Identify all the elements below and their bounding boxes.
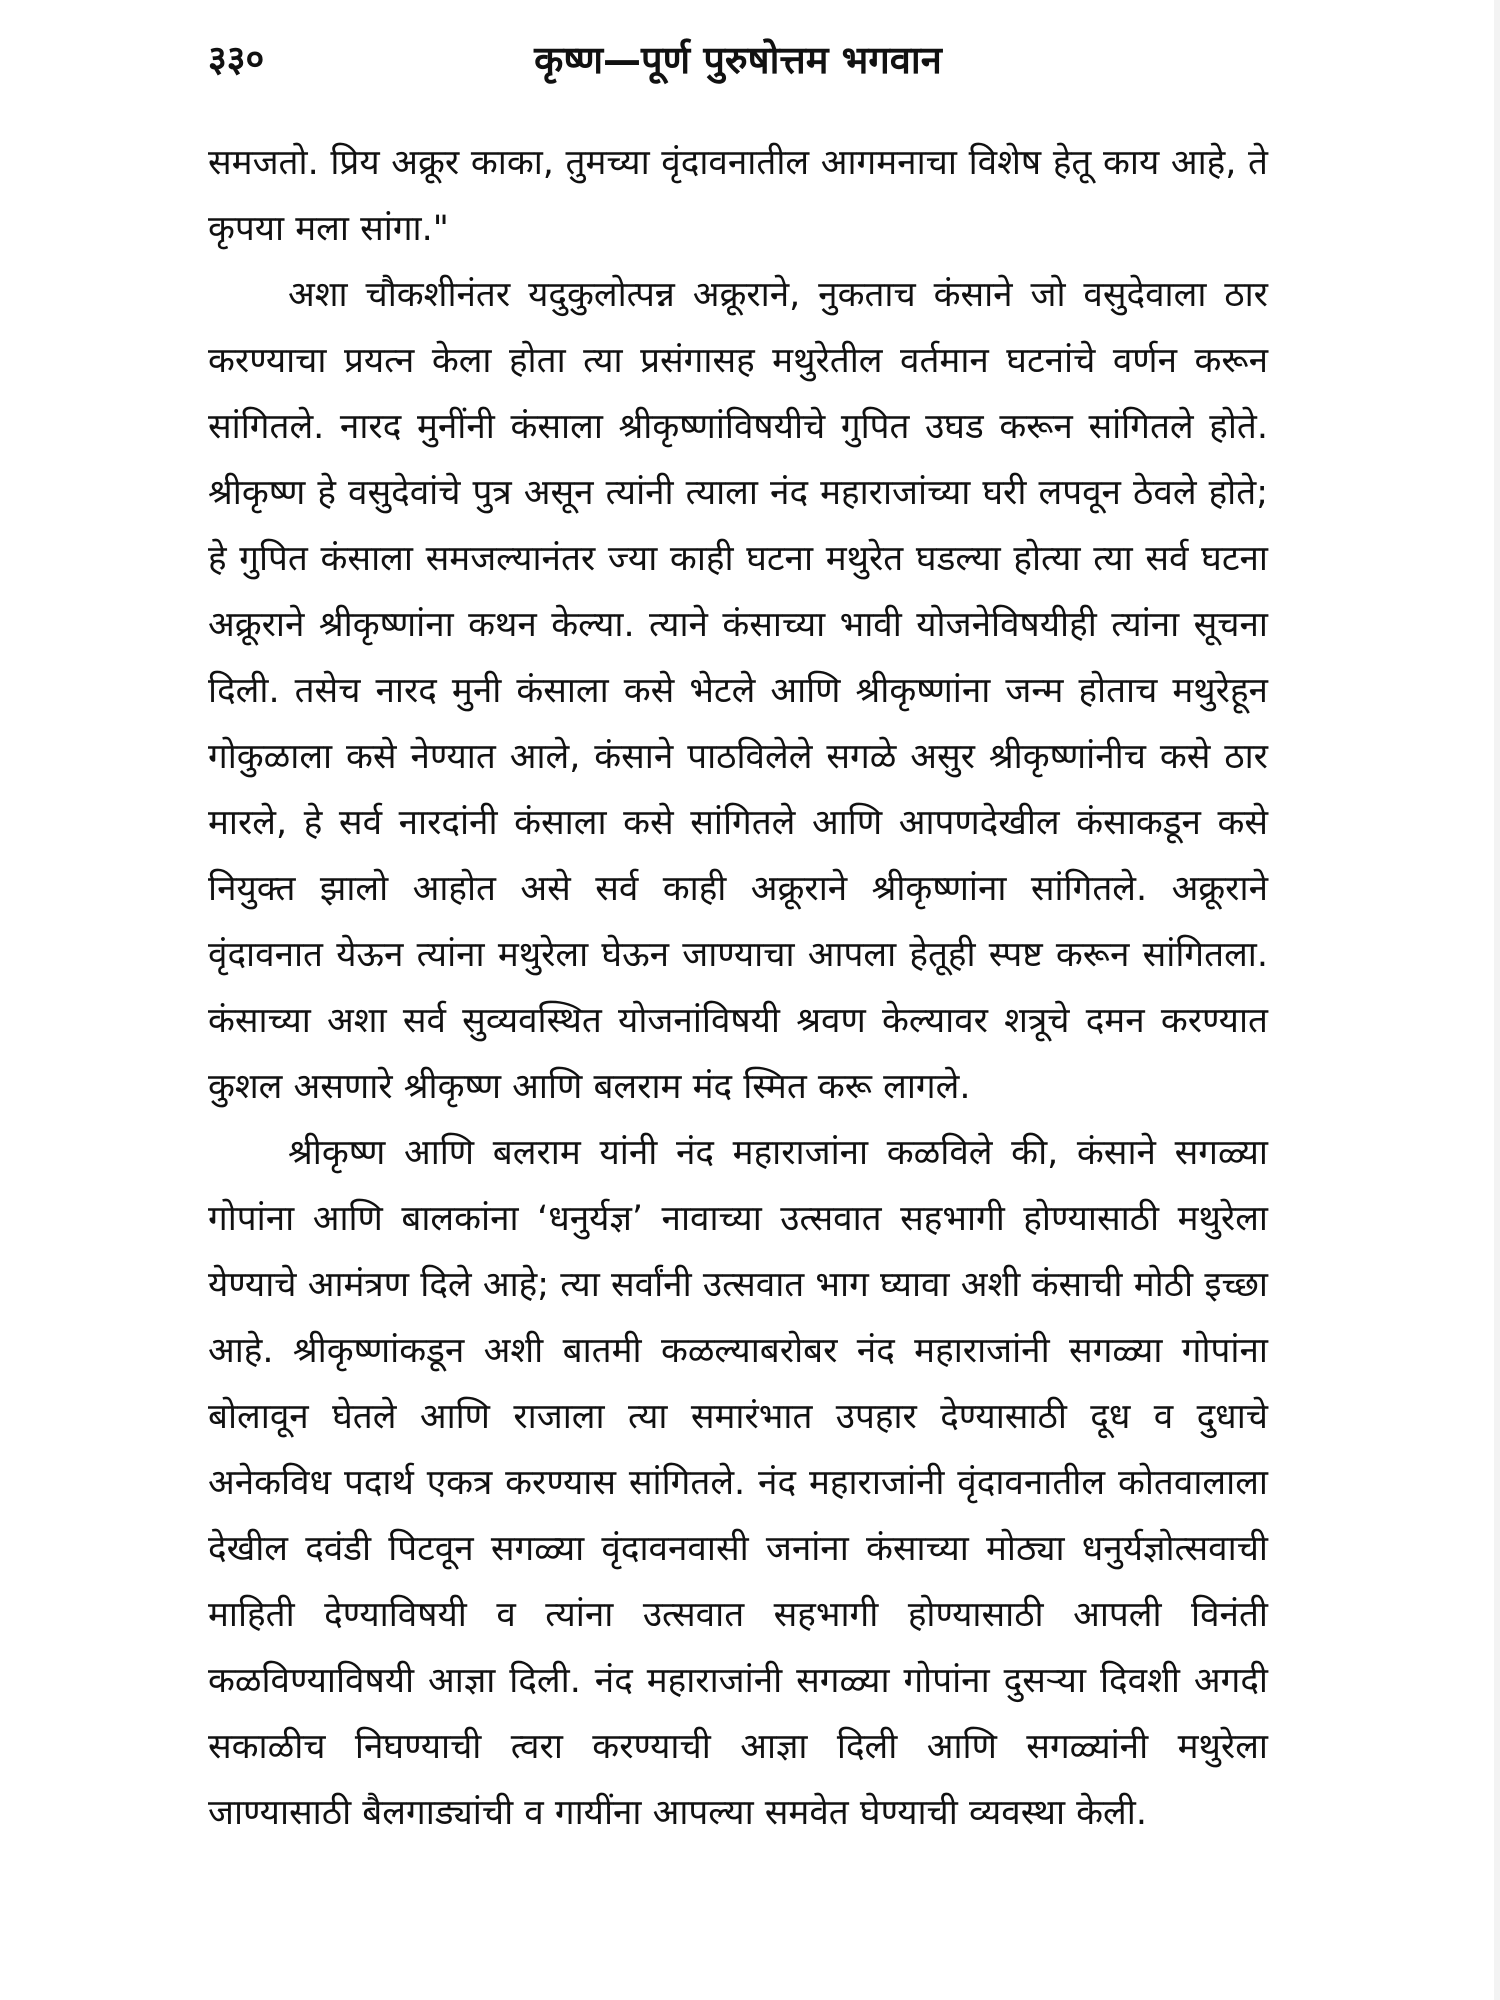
body-text xyxy=(208,130,1268,1846)
running-head xyxy=(208,30,1268,100)
page-edge xyxy=(1494,0,1500,2000)
page-number: ३३० xyxy=(208,39,265,80)
paragraph-continued: समजतो. प्रिय अक्रूर काका, तुमच्या वृंदावनातील आगमनाचा विशेष हेतू काय आहे, ते कृपया मला सांगा." xyxy=(208,143,1268,249)
paragraph: अशा चौकशीनंतर यदुकुलोत्पन्न अक्रूराने, नुकताच कंसाने जो वसुदेवाला ठार करण्याचा प्रयत्न केला होता त्या प्रसंगासह मथुरेतील वर्तमान घटनांचे वर्णन करून सांगितले. नारद मुनींनी कंसाला श्रीकृष्णांविषयीचे गुपित उघड करून सांगितले होते. श्रीकृष्ण हे वसुदेवांचे पुत्र असून त्यांनी त्याला नंद महाराजांच्या घरी लपवून ठेवले होते; हे गुपित कंसाला समजल्यानंतर ज्या काही घटना मथुरेत घडल्या होत्या त्या सर्व घटना अक्रूराने श्रीकृष्णांना कथन केल्या. त्याने कंसाच्या भावी योजनेविषयीही त्यांना सूचना दिली. तसेच नारद मुनी कंसाला कसे भेटले आणि श्रीकृष्णांना जन्म होताच मथुरेहून गोकुळाला कसे नेण्यात आले, कंसाने पाठविलेले सगळे असुर श्रीकृष्णांनीच कसे ठार मारले, हे सर्व नारदांनी कंसाला कसे सांगितले आणि आपणदेखील कंसाकडून कसे नियुक्त झालो आहोत असे सर्व काही अक्रूराने श्रीकृष्णांना सांगितले. अक्रूराने वृंदावनात येऊन त्यांना मथुरेला घेऊन जाण्याचा आपला हेतूही स्पष्ट करून सांगितला. कंसाच्या अशा सर्व सुव्यवस्थित योजनांविषयी श्रवण केल्यावर शत्रूचे दमन करण्यात कुशल असणारे श्रीकृष्ण आणि बलराम मंद स्मित करू लागले. xyxy=(208,275,1268,1107)
chapter-title: कृष्ण—पूर्ण पुरुषोत्तम भगवान xyxy=(534,38,942,82)
paragraph: श्रीकृष्ण आणि बलराम यांनी नंद महाराजांना कळविले की, कंसाने सगळ्या गोपांना आणि बालकांना ‘धनुर्यज्ञ’ नावाच्या उत्सवात सहभागी होण्यासाठी मथुरेला येण्याचे आमंत्रण दिले आहे; त्या सर्वांनी उत्सवात भाग घ्यावा अशी कंसाची मोठी इच्छा आहे. श्रीकृष्णांकडून अशी बातमी कळल्याबरोबर नंद महाराजांनी सगळ्या गोपांना बोलावून घेतले आणि राजाला त्या समारंभात उपहार देण्यासाठी दूध व दुधाचे अनेकविध पदार्थ एकत्र करण्यास सांगितले. नंद महाराजांनी वृंदावनातील कोतवालाला देखील दवंडी पिटवून सगळ्या वृंदावनवासी जनांना कंसाच्या मोठ्या धनुर्यज्ञोत्सवाची माहिती देण्याविषयी व त्यांना उत्सवात सहभागी होण्यासाठी आपली विनंती कळविण्याविषयी आज्ञा दिली. नंद महाराजांनी सगळ्या गोपांना दुसऱ्या दिवशी अगदी सकाळीच निघण्याची त्वरा करण्याची आज्ञा दिली आणि सगळ्यांनी मथुरेला जाण्यासाठी बैलगाड्यांची व गायींना आपल्या समवेत घेण्याची व्यवस्था केली. xyxy=(208,1133,1268,1833)
